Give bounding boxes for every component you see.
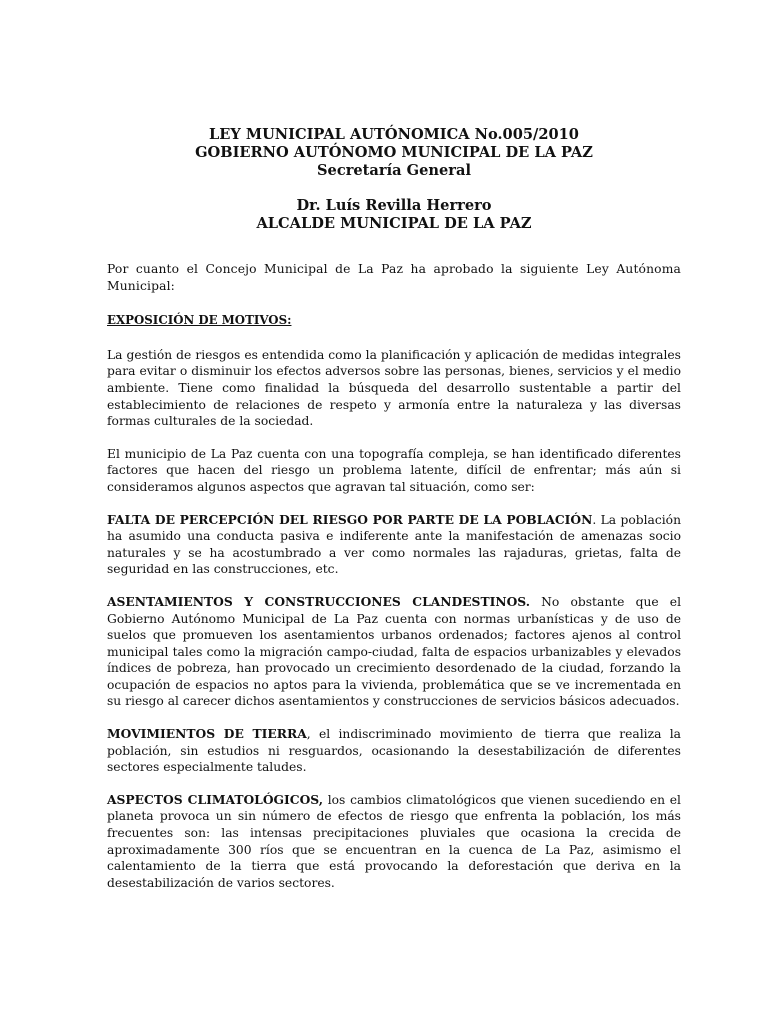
paragraph-text: . La población ha asumido una conducta pasiva e indiferente ante la manifestación de amenazas socio naturales y se ha acostumbrado a ver como normales las rajaduras, grietas, falta de seguridad en las construcciones, etc. <box>107 512 681 577</box>
paragraph-earth-movements <box>107 726 681 776</box>
paragraph-text: , el indiscriminado movimiento de tierra que realiza la población, sin estudios ni resguardos, ocasionando la desestabilización de diferentes sectores especialmente taludes. <box>107 727 681 775</box>
mayor-name: Dr. Luís Revilla Herrero <box>296 197 492 214</box>
intro-paragraph: Por cuanto el Concejo Municipal de La Paz ha aprobado la siguiente Ley Autónoma Municipal: <box>107 262 681 293</box>
mayor-title: ALCALDE MUNICIPAL DE LA PAZ <box>256 215 532 232</box>
paragraph-lead: ASPECTOS CLIMATOLÓGICOS, <box>107 791 324 807</box>
document-header <box>107 126 681 233</box>
paragraph-climate <box>107 792 681 892</box>
paragraph-text: los cambios climatológicos que vienen sucediendo en el planeta provoca un sin número de efectos de riesgo que enfrenta la población, los más frecuentes son: las intensas precipitaciones pluviales que ocasiona la crecida de aproximadamente 300 ríos que se encuentran en la cuenca de La Paz, asimismo el calentamiento de la tierra que está provocando la deforestación que deriva en la desestabilización de varios sectores. <box>107 792 681 890</box>
paragraph-risk-management: La gestión de riesgos es entendida como la planificación y aplicación de medidas integrales para evitar o disminuir los efectos adversos sobre las personas, bienes, servicios y el medio ambiente. Tiene como finalidad la búsqueda del desarrollo sustentable a partir del establecimiento de relaciones de respeto y armonía entre la naturaleza y las diversas formas culturales de la sociedad. <box>107 347 681 429</box>
paragraph-topography: El municipio de La Paz cuenta con una topografía compleja, se han identificado diferentes factores que hacen del riesgo un problema latente, difícil de enfrentar; más aún si consideramos algunos aspectos que agravan tal situación, como ser: <box>107 446 681 494</box>
section-heading-paragraph <box>107 312 681 329</box>
document-body <box>107 261 681 891</box>
law-title: LEY MUNICIPAL AUTÓNOMICA No.005/2010 <box>209 126 579 143</box>
office-name: Secretaría General <box>317 162 471 179</box>
paragraph-risk-perception <box>107 512 681 578</box>
section-heading: EXPOSICIÓN DE MOTIVOS: <box>107 313 292 328</box>
paragraph-text: No obstante que el Gobierno Autónomo Municipal de La Paz cuenta con normas urbanísticas y de uso de suelos que promueven los asentamientos urbanos ordenados; factores ajenos al control municipal tales como la migración campo-ciudad, falta de espacios urbanizables y elevados índices de pobreza, han provocado un crecimiento desordenado de la ciudad, forzando la ocupación de espacios no aptos para la vivienda, problemática que se ve incrementada en su riesgo al carecer dichos asentamientos y construcciones de servicios básicos adecuados. <box>107 594 681 709</box>
header-spacer <box>107 180 681 197</box>
paragraph-lead: FALTA DE PERCEPCIÓN DEL RIESGO POR PARTE DE LA POBLACIÓN <box>107 511 593 527</box>
paragraph-lead: MOVIMIENTOS DE TIERRA <box>107 726 307 742</box>
paragraph-lead: ASENTAMIENTOS Y CONSTRUCCIONES CLANDESTINOS. <box>107 593 531 609</box>
paragraph-settlements <box>107 594 681 710</box>
government-name: GOBIERNO AUTÓNOMO MUNICIPAL DE LA PAZ <box>195 144 593 161</box>
